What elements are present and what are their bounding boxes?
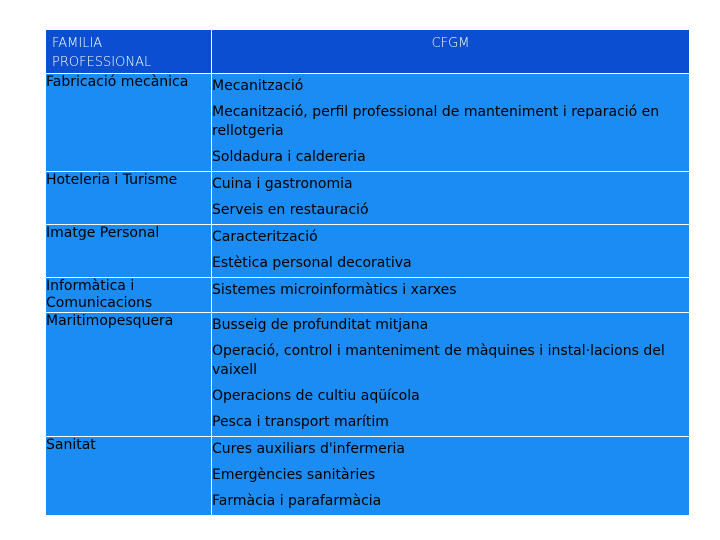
cfgm-table [45, 29, 690, 516]
qualification-item: Cures auxiliars d'infermeria [212, 441, 405, 457]
qualifications-cell [212, 225, 690, 278]
header-cfgm: CFGM [212, 30, 690, 74]
table-row [46, 74, 690, 172]
qualifications-cell [212, 74, 690, 172]
family-name: Sanitat [46, 437, 212, 516]
qualification-item: Caracterització [212, 229, 318, 245]
header-familia-professional: FAMILIA PROFESSIONAL [46, 30, 212, 74]
family-name: Maritimopesquera [46, 313, 212, 437]
qualification-item: Operacions de cultiu aqüícola [212, 388, 420, 404]
qualification-item: Soldadura i caldereria [212, 149, 366, 165]
family-name: Hoteleria i Turisme [46, 172, 212, 225]
family-name: Informàtica i Comunicacions [46, 278, 212, 313]
qualification-item: Operació, control i manteniment de màquines i instal·lacions del vaixell [212, 343, 665, 378]
qualifications-cell [212, 313, 690, 437]
table-row [46, 278, 690, 313]
qualification-item: Sistemes microinformàtics i xarxes [212, 282, 457, 298]
qualification-item: Serveis en restauració [212, 202, 369, 218]
qualifications-cell [212, 278, 690, 313]
table-row [46, 225, 690, 278]
qualification-item: Emergències sanitàries [212, 467, 376, 483]
family-name: Imatge Personal [46, 225, 212, 278]
table-row [46, 172, 690, 225]
qualifications-cell [212, 172, 690, 225]
table-row [46, 313, 690, 437]
qualification-item: Estètica personal decorativa [212, 255, 412, 271]
qualification-item: Mecanització, perfil professional de manteniment i reparació en rellotgeria [212, 104, 660, 139]
qualification-item: Cuina i gastronomia [212, 176, 353, 192]
table-header-row [46, 30, 690, 74]
qualification-item: Farmàcia i parafarmàcia [212, 493, 382, 509]
qualification-item: Pesca i transport marítim [212, 414, 389, 430]
qualification-item: Mecanització [212, 78, 304, 94]
family-name: Fabricació mecànica [46, 74, 212, 172]
qualification-item: Busseig de profunditat mitjana [212, 317, 429, 333]
qualifications-cell [212, 437, 690, 516]
table-row [46, 437, 690, 516]
